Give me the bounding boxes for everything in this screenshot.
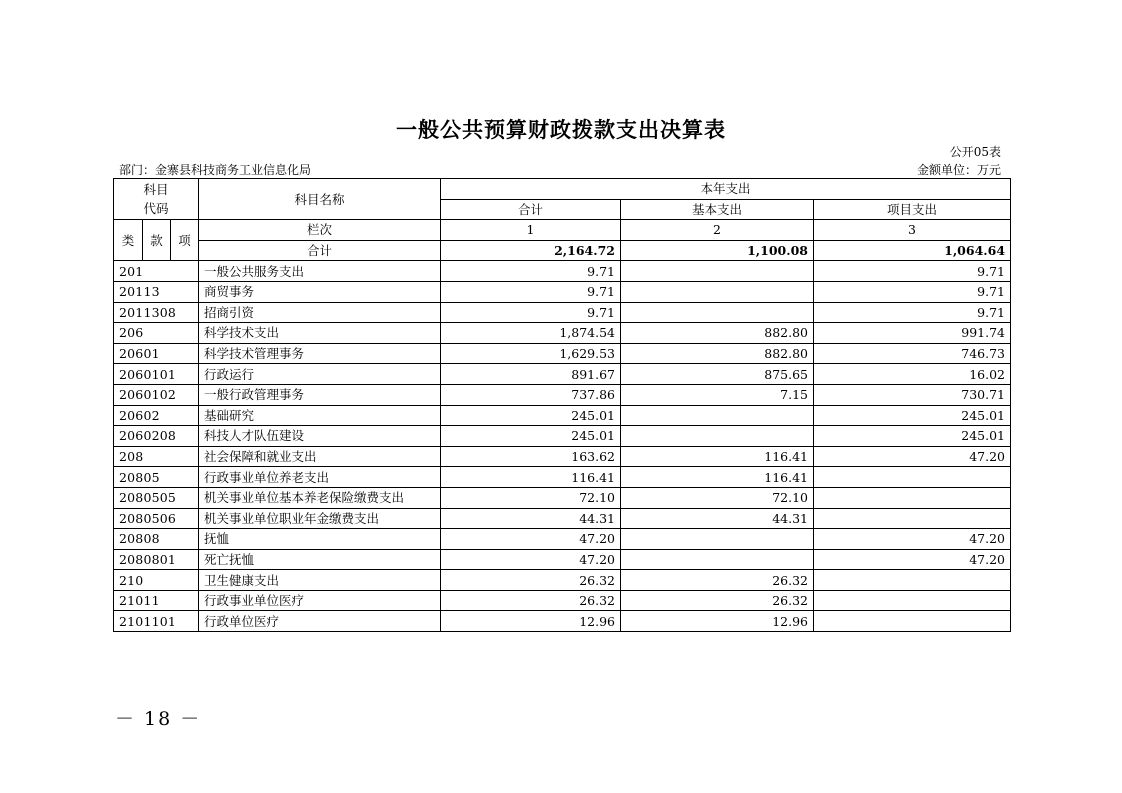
row-project: 9.71 [814, 261, 1011, 282]
row-total: 44.31 [441, 508, 621, 529]
row-total: 737.86 [441, 384, 621, 405]
table-row [114, 281, 1011, 302]
row-project: 47.20 [814, 549, 1011, 570]
row-basic [621, 405, 814, 426]
table-row [114, 384, 1011, 405]
row-name: 卫生健康支出 [199, 570, 441, 591]
total-row [114, 240, 1011, 261]
row-total: 47.20 [441, 529, 621, 550]
row-project [814, 487, 1011, 508]
header-basic: 基本支出 [621, 199, 814, 220]
table-row [114, 364, 1011, 385]
amount-unit-label: 金额单位：万元 [916, 163, 1001, 177]
row-name: 一般公共服务支出 [199, 261, 441, 282]
row-name: 死亡抚恤 [199, 549, 441, 570]
row-name: 科学技术管理事务 [199, 343, 441, 364]
table-row [114, 487, 1011, 508]
row-code: 206 [114, 323, 199, 344]
row-basic: 44.31 [621, 508, 814, 529]
expenditure-table [113, 178, 1011, 632]
header-col-3: 3 [814, 220, 1011, 241]
total-label: 合计 [199, 240, 441, 261]
table-row [114, 426, 1011, 447]
row-total: 891.67 [441, 364, 621, 385]
header-kuan: 款 [143, 220, 171, 261]
row-basic [621, 426, 814, 447]
header-xiang: 项 [171, 220, 199, 261]
row-basic: 882.80 [621, 323, 814, 344]
table-row [114, 446, 1011, 467]
row-basic: 26.32 [621, 590, 814, 611]
row-name: 行政运行 [199, 364, 441, 385]
row-total: 26.32 [441, 570, 621, 591]
row-project: 991.74 [814, 323, 1011, 344]
row-code: 208 [114, 446, 199, 467]
table-row [114, 570, 1011, 591]
header-total: 合计 [441, 199, 621, 220]
row-code: 2060101 [114, 364, 199, 385]
row-project: 9.71 [814, 302, 1011, 323]
row-project [814, 467, 1011, 488]
table-row [114, 611, 1011, 632]
row-name: 行政事业单位医疗 [199, 590, 441, 611]
row-total: 26.32 [441, 590, 621, 611]
row-project [814, 590, 1011, 611]
row-basic: 116.41 [621, 446, 814, 467]
row-name: 行政单位医疗 [199, 611, 441, 632]
row-basic [621, 261, 814, 282]
row-name: 机关事业单位职业年金缴费支出 [199, 508, 441, 529]
row-basic: 72.10 [621, 487, 814, 508]
table-row [114, 261, 1011, 282]
row-code: 20805 [114, 467, 199, 488]
row-code: 2060208 [114, 426, 199, 447]
table-row [114, 302, 1011, 323]
row-total: 72.10 [441, 487, 621, 508]
row-code: 2101101 [114, 611, 199, 632]
row-basic: 7.15 [621, 384, 814, 405]
row-code: 201 [114, 261, 199, 282]
table-row [114, 529, 1011, 550]
page-number: － 18 － [115, 708, 202, 730]
row-code: 20602 [114, 405, 199, 426]
row-basic: 882.80 [621, 343, 814, 364]
row-total: 245.01 [441, 426, 621, 447]
row-name: 科学技术支出 [199, 323, 441, 344]
row-project [814, 508, 1011, 529]
row-name: 行政事业单位养老支出 [199, 467, 441, 488]
row-total: 1,874.54 [441, 323, 621, 344]
row-total: 9.71 [441, 261, 621, 282]
row-name: 社会保障和就业支出 [199, 446, 441, 467]
header-subject-code: 科目 代码 [114, 179, 199, 220]
row-total: 9.71 [441, 302, 621, 323]
row-code: 20601 [114, 343, 199, 364]
row-name: 一般行政管理事务 [199, 384, 441, 405]
row-project: 9.71 [814, 281, 1011, 302]
total-total: 2,164.72 [441, 240, 621, 261]
table-row [114, 323, 1011, 344]
table-row [114, 343, 1011, 364]
row-total: 1,629.53 [441, 343, 621, 364]
row-project: 245.01 [814, 426, 1011, 447]
total-project: 1,064.64 [814, 240, 1011, 261]
row-total: 47.20 [441, 549, 621, 570]
row-code: 20808 [114, 529, 199, 550]
table-row [114, 467, 1011, 488]
row-basic: 26.32 [621, 570, 814, 591]
row-name: 商贸事务 [199, 281, 441, 302]
table-row [114, 549, 1011, 570]
row-project: 245.01 [814, 405, 1011, 426]
row-project: 47.20 [814, 446, 1011, 467]
header-lei: 类 [114, 220, 143, 261]
row-project: 730.71 [814, 384, 1011, 405]
row-name: 招商引资 [199, 302, 441, 323]
total-basic: 1,100.08 [621, 240, 814, 261]
row-project [814, 611, 1011, 632]
row-basic [621, 281, 814, 302]
row-basic: 116.41 [621, 467, 814, 488]
row-total: 116.41 [441, 467, 621, 488]
row-code: 210 [114, 570, 199, 591]
row-code: 2080801 [114, 549, 199, 570]
table-row [114, 590, 1011, 611]
row-project: 746.73 [814, 343, 1011, 364]
row-total: 12.96 [441, 611, 621, 632]
row-code: 21011 [114, 590, 199, 611]
row-code: 2011308 [114, 302, 199, 323]
row-code: 2060102 [114, 384, 199, 405]
header-project: 项目支出 [814, 199, 1011, 220]
row-name: 机关事业单位基本养老保险缴费支出 [199, 487, 441, 508]
row-name: 基础研究 [199, 405, 441, 426]
header-col-1: 1 [441, 220, 621, 241]
row-name: 抚恤 [199, 529, 441, 550]
row-basic [621, 549, 814, 570]
table-row [114, 508, 1011, 529]
row-basic: 12.96 [621, 611, 814, 632]
header-subject-name: 科目名称 [199, 179, 441, 220]
row-project: 16.02 [814, 364, 1011, 385]
row-basic [621, 529, 814, 550]
row-total: 163.62 [441, 446, 621, 467]
header-col-2: 2 [621, 220, 814, 241]
row-basic [621, 302, 814, 323]
row-code: 2080505 [114, 487, 199, 508]
row-project: 47.20 [814, 529, 1011, 550]
header-current-year: 本年支出 [441, 179, 1011, 200]
row-code: 2080506 [114, 508, 199, 529]
row-total: 9.71 [441, 281, 621, 302]
row-total: 245.01 [441, 405, 621, 426]
form-number: 公开05表 [949, 145, 1001, 159]
header-column-label: 栏次 [199, 220, 441, 241]
table-title: 一般公共预算财政拨款支出决算表 [396, 118, 726, 142]
department-label: 部门：金寨县科技商务工业信息化局 [119, 163, 312, 177]
row-name: 科技人才队伍建设 [199, 426, 441, 447]
row-code: 20113 [114, 281, 199, 302]
table-row [114, 405, 1011, 426]
row-project [814, 570, 1011, 591]
row-basic: 875.65 [621, 364, 814, 385]
